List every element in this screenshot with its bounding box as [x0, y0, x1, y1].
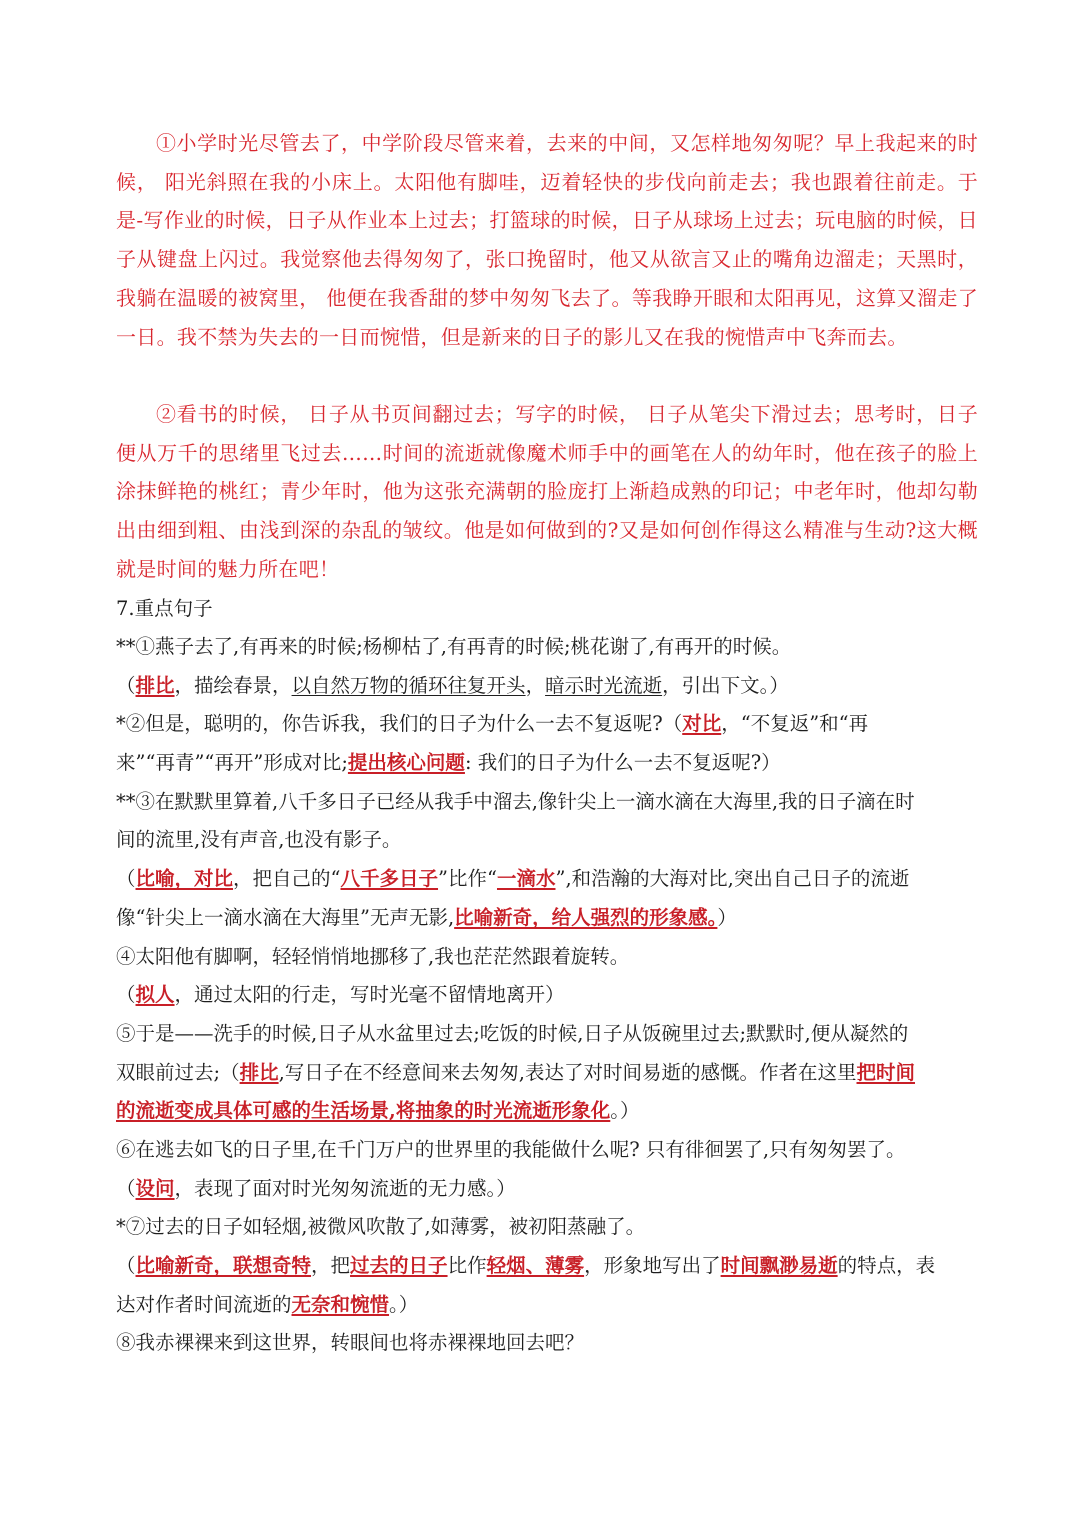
- key-sentence-line: [116, 628, 1006, 667]
- key-sentence-line: [116, 1247, 1006, 1286]
- highlighted-annotation: 八千多日子: [340, 867, 439, 891]
- sentence-text: ⑧我赤裸裸来到这世界，转眼间也将赤裸裸地回去吧？: [116, 1331, 585, 1355]
- sentence-text: 像“针尖上一滴水滴在大海里”无声无影,: [116, 905, 455, 929]
- highlighted-annotation: 比喻，对比: [135, 867, 234, 891]
- sentence-text: *⑦过去的日子如轻烟,被微风吹散了,如薄雾，被初阳蒸融了。: [116, 1215, 646, 1239]
- underlined-text: 暗示时光流逝: [545, 673, 663, 697]
- sentence-text: **①燕子去了,有再来的时候;杨柳枯了,有再青的时候;桃花谢了,有再开的时候。: [116, 635, 792, 658]
- key-sentence-line: [116, 821, 1006, 860]
- key-sentence-line: [116, 1324, 1006, 1363]
- sentence-text: ，: [525, 673, 546, 697]
- key-sentence-line: [116, 1131, 1006, 1170]
- sentence-text: 达对作者时间流逝的: [116, 1292, 292, 1316]
- key-sentence-line: [116, 744, 1006, 783]
- sentence-text: 双眼前过去;（: [116, 1060, 240, 1084]
- key-sentence-line: [116, 667, 1006, 706]
- key-sentence-line: [116, 899, 1006, 938]
- sentence-text: 。）: [389, 1292, 419, 1316]
- key-sentence-line: [116, 860, 1006, 899]
- key-sentence-line: [116, 938, 1006, 977]
- highlighted-annotation: 设问: [135, 1176, 175, 1200]
- sentence-text: ，形象地写出了: [584, 1254, 721, 1277]
- sentence-text: （: [116, 983, 136, 1007]
- sentence-text: （: [116, 1254, 136, 1277]
- highlighted-annotation: 把时间: [856, 1060, 916, 1084]
- sentence-text: ⑥在逃去如飞的日子里,在千门万户的世界里的我能做什么呢? 只有徘徊罢了,只有匆匆罢了。: [116, 1137, 906, 1161]
- highlighted-annotation: 拟人: [135, 983, 175, 1007]
- sentence-text: 间的流里,没有声音,也没有影子。: [116, 828, 402, 852]
- highlighted-annotation: 对比: [682, 712, 722, 736]
- highlighted-annotation: 提出核心问题: [347, 751, 465, 775]
- sentence-text: 来”“再青”“再开”形成对比;: [116, 751, 348, 775]
- sentence-text: 比作: [447, 1254, 487, 1277]
- key-sentence-line: [116, 1092, 1006, 1131]
- sentence-text: ，表现了面对时光匆匆流逝的无力感。）: [174, 1176, 516, 1200]
- highlighted-annotation: 无奈和惋惜: [291, 1292, 390, 1316]
- sentence-text: 。）: [610, 1099, 640, 1123]
- sentence-text: ，把: [311, 1254, 351, 1277]
- highlighted-annotation: 排比: [239, 1060, 279, 1084]
- sentence-text: 的特点，表: [837, 1254, 936, 1277]
- key-sentence-line: [116, 783, 1006, 822]
- key-sentence-line: [116, 1054, 1006, 1093]
- passage-paragraph-1: ①小学时光尽管去了，中学阶段尽管来着，去来的中间，又怎样地匆匆呢？早上我起来的时候， 阳光斜照在我的小床上。太阳他有脚哇，迈着轻快的步伐向前走去；我也跟着往前走。于是-写作业的时候，日子从作业本上过去；打篮球的时候，日子从球场上过去；玩电脑的时候，日子从键盘上闪过。我觉察他去得匆匆了，张口挽留时，他又从欲言又止的嘴角边溜走；天黑时，我躺在温暖的被窝里， 他便在我香甜的梦中匆匆飞去了。等我睁开眼和太阳再见，这算又溜走了一日。我不禁为失去的一日而惋惜，但是新来的日子的影儿又在我的惋惜声中飞奔而去。: [116, 131, 978, 349]
- sentence-text: **③在默默里算着,八千多日子已经从我手中溜去,像针尖上一滴水滴在大海里,我的日子滴在时: [116, 789, 915, 813]
- sentence-text: ）: [717, 905, 737, 929]
- key-sentence-line: [116, 1015, 1006, 1054]
- section-title: 7.重点句子: [116, 597, 213, 620]
- sentence-text: ④太阳他有脚啊，轻轻悄悄地挪移了,我也茫茫然跟着旋转。: [116, 944, 630, 968]
- highlighted-annotation: 排比: [135, 673, 175, 697]
- sentence-text: ，把自己的“: [233, 867, 341, 891]
- sentence-text: ，引出下文。）: [662, 673, 789, 697]
- key-sentence-line: [116, 1208, 1006, 1247]
- highlighted-annotation: 过去的日子: [350, 1254, 448, 1277]
- sentence-text: ，“不复返”和“再: [721, 712, 869, 736]
- passage-paragraph-2: ②看书的时候， 日子从书页间翻过去；写字的时候， 日子从笔尖下滑过去；思考时，日子便从万千的思绪里飞过去……时间的流逝就像魔术师手中的画笔在人的幼年时，他在孩子的脸上涂抹鲜艳的桃红；青少年时，他为这张充满朝的脸庞打上渐趋成熟的印记；中老年时，他却勾勒出由细到粗、由浅到深的杂乱的皱纹。他是如何做到的?又是如何创作得这么精准与生动?这大概就是时间的魅力所在吧！: [116, 402, 978, 581]
- highlighted-annotation: 时间飘渺易逝: [720, 1254, 838, 1277]
- highlighted-annotation: 轻烟、薄雾: [486, 1254, 585, 1277]
- sentence-text: （: [116, 867, 136, 891]
- key-sentence-line: [116, 1170, 1006, 1209]
- sentence-text: ,写日子在不经意间来去匆匆,表达了对时间易逝的感慨。作者在这里: [278, 1060, 857, 1084]
- highlighted-annotation: 一滴水: [496, 867, 556, 891]
- key-sentence-line: [116, 976, 1006, 1015]
- key-sentences-list: [116, 628, 1006, 1363]
- sentence-text: *②但是，聪明的，你告诉我，我们的日子为什么一去不复返呢?（: [116, 712, 683, 736]
- sentence-text: ，描绘春景，: [174, 673, 292, 697]
- sentence-text: : 我们的日子为什么一去不复返呢?）: [464, 751, 781, 775]
- highlighted-annotation: 的流逝变成具体可感的生活场景,将抽象的时光流逝形象化: [116, 1099, 611, 1123]
- key-sentence-line: [116, 1286, 1006, 1325]
- sentence-text: ，通过太阳的行走，写时光毫不留情地离开）: [174, 983, 565, 1007]
- sentence-text: ”比作“: [438, 867, 497, 891]
- sentence-text: （: [116, 673, 136, 697]
- sentence-text: ”,和浩瀚的大海对比,突出自己日子的流逝: [555, 867, 910, 891]
- highlighted-annotation: 比喻新奇，联想奇特: [135, 1254, 312, 1277]
- highlighted-annotation: 比喻新奇，给人强烈的形象感。: [454, 905, 718, 929]
- underlined-text: 以自然万物的循环往复开头: [291, 673, 526, 697]
- sentence-text: ⑤于是——洗手的时候,日子从水盆里过去;吃饭的时候,日子从饭碗里过去;默默时,便从凝然的: [116, 1021, 909, 1045]
- sentence-text: （: [116, 1176, 136, 1200]
- key-sentence-line: [116, 705, 1006, 744]
